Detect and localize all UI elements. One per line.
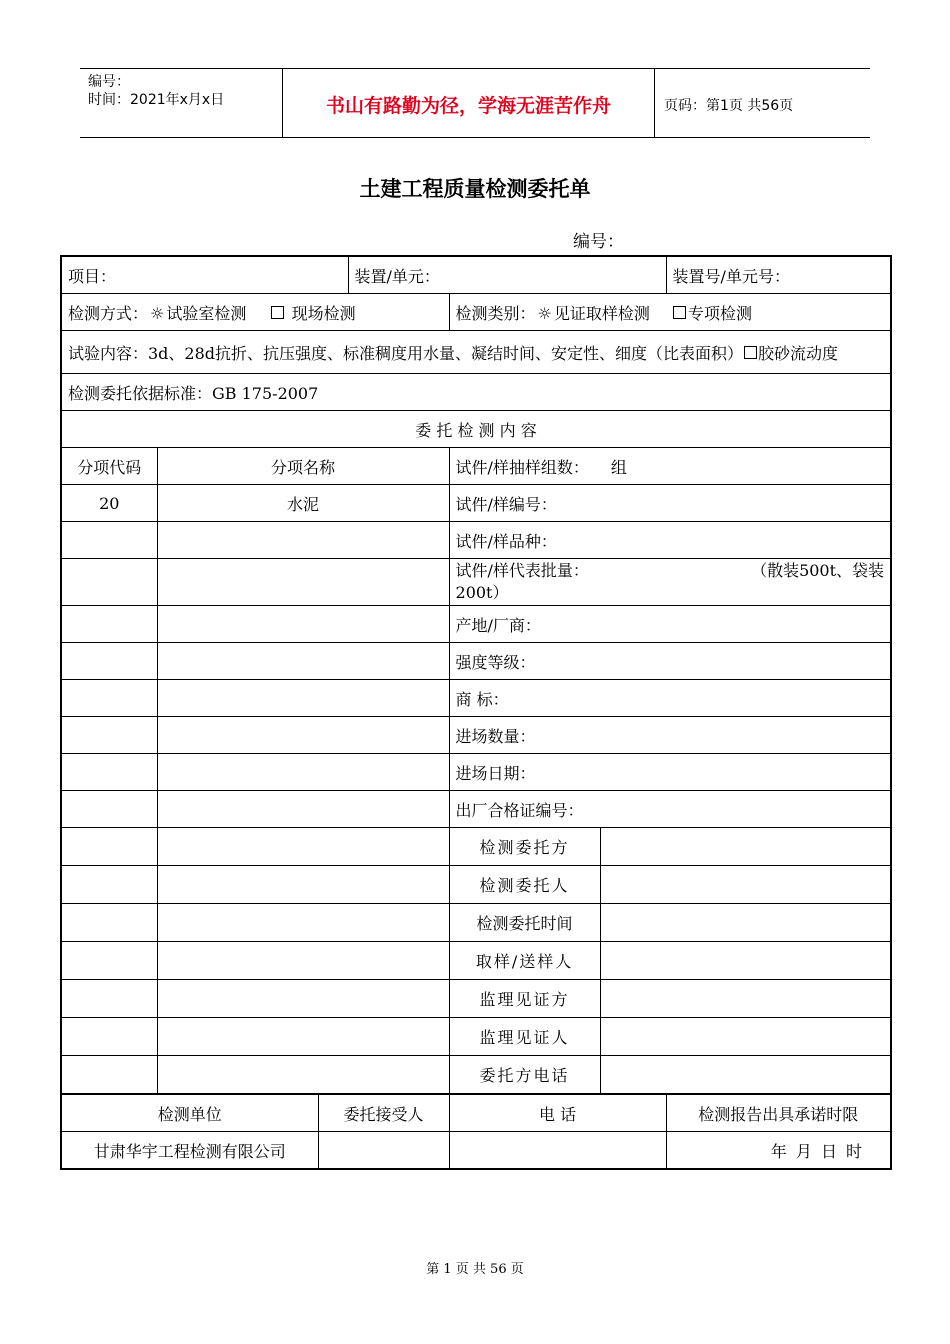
sample-type-field[interactable]: 试件/样品种： <box>449 522 891 559</box>
test-content <box>61 331 891 374</box>
name-cell[interactable] <box>157 866 449 904</box>
table-row <box>61 522 891 559</box>
standard-row <box>61 374 891 411</box>
sun-checkbox-icon[interactable]: ☼ <box>537 303 552 323</box>
phone-field[interactable] <box>449 1132 666 1170</box>
name-cell[interactable] <box>157 606 449 643</box>
section-title: 委 托 检 测 内 容 <box>61 411 891 448</box>
column-header-row <box>61 448 891 485</box>
header-number: 编号： <box>88 74 130 90</box>
bottom-header-receiver: 委托接受人 <box>318 1094 449 1132</box>
sign-row <box>61 904 891 942</box>
method-cell <box>61 294 449 331</box>
header-page: 页码：第1页 共56页 <box>664 98 794 114</box>
code-cell[interactable] <box>61 828 157 866</box>
code-cell[interactable] <box>61 522 157 559</box>
content-row <box>61 331 891 374</box>
col-header-code: 分项代码 <box>61 448 157 485</box>
name-cell[interactable] <box>157 754 449 791</box>
item-code: 20 <box>61 485 157 522</box>
code-cell[interactable] <box>61 680 157 717</box>
bottom-header-phone: 电 话 <box>449 1094 666 1132</box>
table-row <box>61 754 891 791</box>
brand-field[interactable]: 商 标： <box>449 680 891 717</box>
sign-label: 委托方电话 <box>449 1056 600 1095</box>
bottom-header-row <box>61 1094 891 1132</box>
table-row <box>61 559 891 606</box>
name-cell[interactable] <box>157 1056 449 1095</box>
method-option-lab: 试验室检测 <box>166 303 247 323</box>
checkbox-icon[interactable] <box>271 306 284 319</box>
code-cell[interactable] <box>61 717 157 754</box>
name-cell[interactable] <box>157 904 449 942</box>
sign-row <box>61 866 891 904</box>
batch-line <box>456 560 885 582</box>
bottom-header-deadline: 检测报告出具承诺时限 <box>666 1094 891 1132</box>
code-cell[interactable] <box>61 980 157 1018</box>
code-cell[interactable] <box>61 1056 157 1095</box>
name-cell[interactable] <box>157 828 449 866</box>
code-cell[interactable] <box>61 942 157 980</box>
header-divider <box>654 69 655 137</box>
code-cell[interactable] <box>61 606 157 643</box>
table-row <box>61 643 891 680</box>
bottom-header-unit: 检测单位 <box>61 1094 318 1132</box>
device-no-field[interactable]: 装置号/单元号： <box>666 256 891 294</box>
date-field[interactable]: 进场日期： <box>449 754 891 791</box>
standard-text: 检测委托依据标准：GB 175-2007 <box>61 374 891 411</box>
category-label: 检测类别： <box>455 303 536 323</box>
sign-label: 检测委托时间 <box>449 904 600 942</box>
code-cell[interactable] <box>61 643 157 680</box>
sign-row <box>61 1018 891 1056</box>
method-row <box>61 294 891 331</box>
header-motto: 书山有路勤为径，学海无涯苦作舟 <box>325 95 611 117</box>
code-cell[interactable] <box>61 791 157 828</box>
sign-value[interactable] <box>600 1056 891 1095</box>
header-date: 时间：2021年x月x日 <box>88 92 225 108</box>
code-cell[interactable] <box>61 866 157 904</box>
sun-checkbox-icon[interactable]: ☼ <box>150 303 165 323</box>
deadline-field[interactable]: 年 月 日 时 <box>666 1132 891 1170</box>
form-title: 土建工程质量检测委托单 <box>359 177 591 201</box>
name-cell[interactable] <box>157 522 449 559</box>
sign-label: 取样/送样人 <box>449 942 600 980</box>
category-option-witness: 见证取样检测 <box>553 303 650 323</box>
origin-field[interactable]: 产地/厂商： <box>449 606 891 643</box>
name-cell[interactable] <box>157 680 449 717</box>
bottom-value-row <box>61 1132 891 1170</box>
sign-label: 监理见证方 <box>449 980 600 1018</box>
name-cell[interactable] <box>157 942 449 980</box>
testing-unit-name: 甘肃华宇工程检测有限公司 <box>61 1132 318 1170</box>
sign-value[interactable] <box>600 980 891 1018</box>
qty-field[interactable]: 进场数量： <box>449 717 891 754</box>
code-cell[interactable] <box>61 1018 157 1056</box>
receiver-field[interactable] <box>318 1132 449 1170</box>
table-row <box>61 606 891 643</box>
category-option-special: 专项检测 <box>687 303 752 323</box>
device-unit-field[interactable]: 装置/单元： <box>348 256 666 294</box>
cert-field[interactable]: 出厂合格证编号： <box>449 791 891 828</box>
batch-note: （散装500t、袋装 <box>751 561 885 580</box>
sign-row <box>61 1056 891 1095</box>
code-cell[interactable] <box>61 904 157 942</box>
section-row <box>61 411 891 448</box>
sign-value[interactable] <box>600 866 891 904</box>
sign-label: 检测委托人 <box>449 866 600 904</box>
name-cell[interactable] <box>157 791 449 828</box>
table-row <box>61 717 891 754</box>
name-cell[interactable] <box>157 980 449 1018</box>
sign-row <box>61 828 891 866</box>
item-name: 水泥 <box>157 485 449 522</box>
name-cell[interactable] <box>157 559 449 606</box>
sign-value[interactable] <box>600 1018 891 1056</box>
table-row <box>61 680 891 717</box>
sign-value[interactable] <box>600 828 891 866</box>
batch-field[interactable] <box>449 559 891 606</box>
sign-value[interactable] <box>600 904 891 942</box>
sign-label: 监理见证人 <box>449 1018 600 1056</box>
method-option-field: 现场检测 <box>291 303 356 323</box>
sample-no-field[interactable]: 试件/样编号： <box>449 485 891 522</box>
sign-value[interactable] <box>600 942 891 980</box>
code-cell[interactable] <box>61 754 157 791</box>
sign-row <box>61 942 891 980</box>
project-field[interactable]: 项目： <box>61 256 348 294</box>
grade-field[interactable]: 强度等级： <box>449 643 891 680</box>
name-cell[interactable] <box>157 643 449 680</box>
checkbox-icon[interactable] <box>744 346 757 359</box>
checkbox-icon[interactable] <box>673 306 686 319</box>
sample-groups-unit: 组 <box>610 457 627 477</box>
name-cell[interactable] <box>157 1018 449 1056</box>
sign-row <box>61 980 891 1018</box>
doc-number-label: 编号： <box>573 232 624 252</box>
sign-label: 检测委托方 <box>449 828 600 866</box>
sample-groups-field[interactable] <box>449 448 891 485</box>
sample-groups-label: 试件/样抽样组数： <box>455 457 589 477</box>
project-row <box>61 256 891 294</box>
document-header <box>80 68 870 138</box>
category-cell <box>449 294 891 331</box>
name-cell[interactable] <box>157 717 449 754</box>
header-info <box>88 73 224 109</box>
batch-note-2: 200t） <box>455 583 509 602</box>
table-row <box>61 485 891 522</box>
test-content-extra: 胶砂流动度 <box>758 343 839 363</box>
code-cell[interactable] <box>61 559 157 606</box>
table-row <box>61 791 891 828</box>
batch-label: 试件/样代表批量： <box>455 561 589 580</box>
test-content-text: 试验内容：3d、28d抗折、抗压强度、标准稠度用水量、凝结时间、安定性、细度（比表面积） <box>68 343 744 363</box>
page-footer: 第 1 页 共 56 页 <box>426 1262 524 1277</box>
method-label: 检测方式： <box>68 303 149 323</box>
commission-form <box>60 255 892 1170</box>
col-header-name: 分项名称 <box>157 448 449 485</box>
